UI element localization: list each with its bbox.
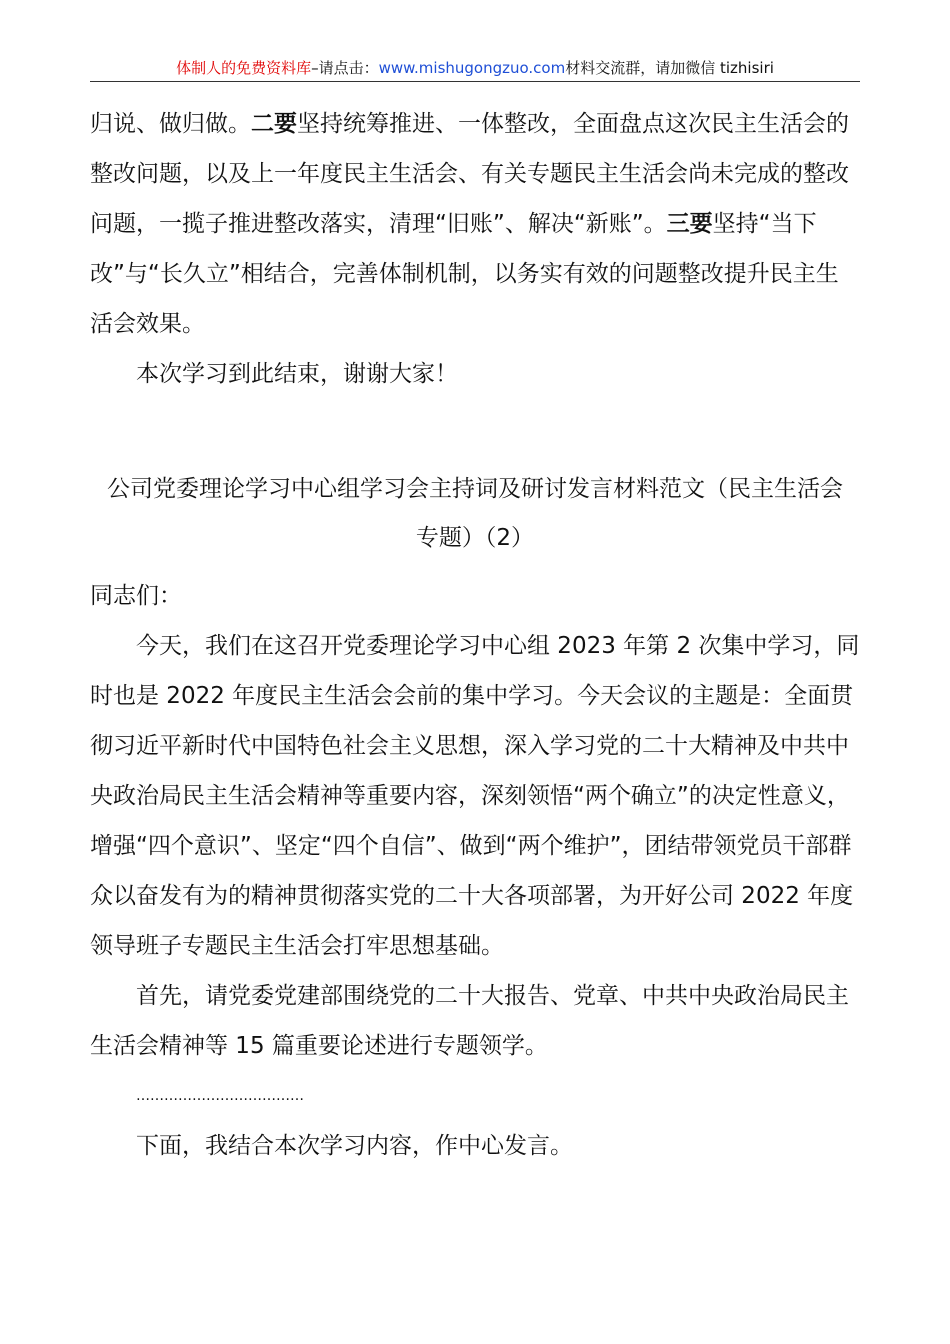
section-two (90, 571, 860, 1171)
header-divider (90, 81, 860, 82)
ellipsis-line: ……………………………… (136, 1088, 304, 1104)
section-one (90, 99, 860, 399)
paragraph-closing: 本次学习到此结束，谢谢大家！ (136, 361, 458, 387)
emphasis-two: 二要 (251, 111, 297, 137)
paragraph-continuation (90, 99, 860, 349)
title-line-2: 专题）（2） (415, 525, 535, 551)
text-run: 坚持统筹推进、一体整改，全面盘点这次民主生活会的整改问题，以及上一年度民主生活会、有关专题民主生活会尚未完成的整改问题，一揽子推进整改落实，清理“旧账”、解决“新账”。 (90, 111, 849, 237)
paragraph-speech: 下面，我结合本次学习内容，作中心发言。 (136, 1133, 573, 1159)
emphasis-three: 三要 (666, 211, 713, 237)
text-run: 坚持“当下改”与“长久立”相结合，完善体制机制，以务实有效的问题整改提升民主生活会效果。 (90, 211, 839, 337)
page-header (90, 58, 860, 78)
salutation: 同志们： (90, 583, 182, 609)
header-tail: 材料交流群，请加微信 tizhisiri (565, 59, 774, 77)
header-link[interactable]: www.mishugongzuo.com (378, 59, 566, 77)
paragraph-intro: 今天，我们在这召开党委理论学习中心组 2023 年第 2 次集中学习，同时也是 2022 年度民主生活会会前的集中学习。今天会议的主题是：全面贯彻习近平新时代中国特色社会主义思想，深入学习党的二十大精神及中共中央政治局民主生活会精神等重要内容，深刻领悟“两个确立”的决定性意义，增强“四个意识”、坚定“四个自信”、做到“两个维护”，团结带领党员干部群众以奋发有为的精神贯彻落实党的二十大各项部署，为开好公司 2022 年度领导班子专题民主生活会打牢思想基础。 (90, 633, 860, 959)
header-prompt: –请点击： (311, 59, 379, 77)
paragraph-lead-study: 首先，请党委党建部围绕党的二十大报告、党章、中共中央政治局民主生活会精神等 15 篇重要论述进行专题领学。 (90, 983, 849, 1059)
text-run: 归说、做归做。 (90, 111, 251, 137)
document-title (90, 465, 860, 563)
header-brand: 体制人的免费资料库 (176, 59, 312, 77)
title-line-1: 公司党委理论学习中心组学习会主持词及研讨发言材料范文（民主生活会 (107, 476, 843, 502)
